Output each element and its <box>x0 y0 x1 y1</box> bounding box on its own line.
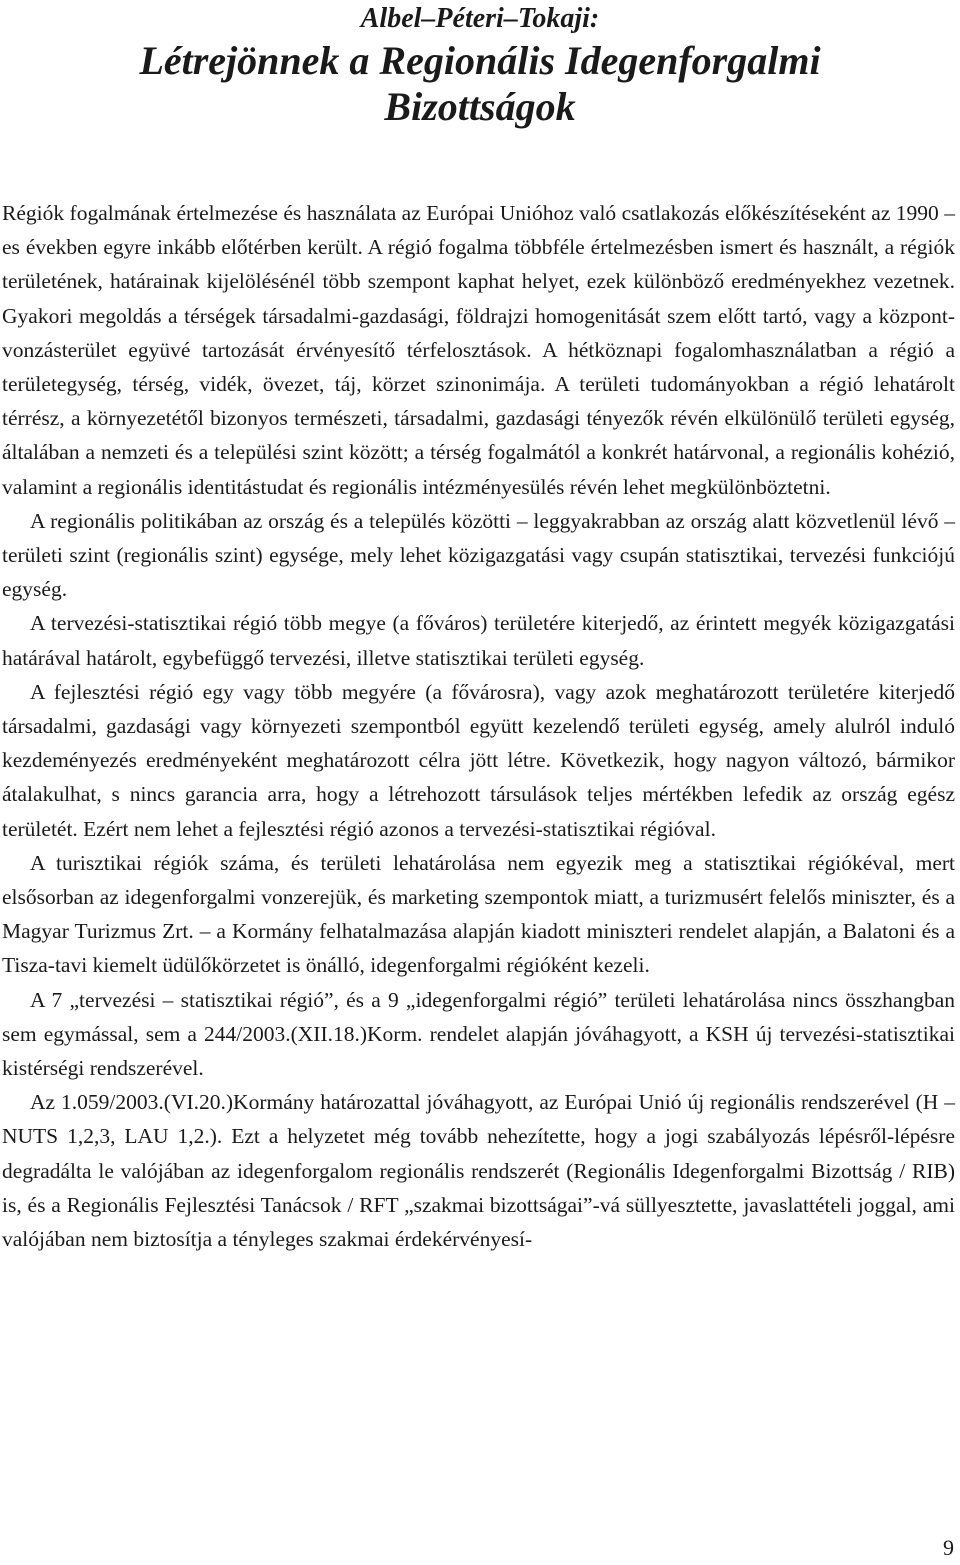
article-body <box>2 196 955 1256</box>
article-title-line-2: Bizottságok <box>384 84 576 129</box>
page-number: 9 <box>943 1535 954 1560</box>
paragraph: A turisztikai régiók száma, és területi lehatárolása nem egyezik meg a statisztikai régiókéval, mert elsősorban az idegenforgalmi vonzerejük, és marketing szempontok miatt, a turizmusért felelős miniszter, és a Magyar Turizmus Zrt. – a Kormány felhatalmazása alapján kiadott miniszteri rendelet alapján, a Balatoni és a Tisza-tavi kiemelt üdülőkörzetet is önálló, idegenforgalmi régióként kezeli. <box>2 850 955 978</box>
article-title <box>0 38 960 130</box>
paragraph: A tervezési-statisztikai régió több megye (a főváros) területére kiterjedő, az érintett megyék közigazgatási határával határolt, egybefüggő tervezési, illetve statisztikai területi egység. <box>2 611 955 670</box>
paragraph: A 7 „tervezési – statisztikai régió”, és a 9 „idegenforgalmi régió” területi lehatárolása nincs összhangban sem egymással, sem a 244/2003.(XII.18.)Korm. rendelet alapján jóváhagyott, a KSH új tervezési-statisztikai kistérségi rendszerével. <box>2 987 955 1081</box>
article-authors: Albel–Péteri–Tokaji: <box>360 3 600 34</box>
paragraph: A fejlesztési régió egy vagy több megyére (a fővárosra), vagy azok meghatározott területére kiterjedő társadalmi, gazdasági vagy környezeti szempontból együtt kezelendő területi egység, amely alulról induló kezdeményezés eredményeként meghatározott célra jött létre. Következik, hogy nagyon változó, bármikor átalakulhat, s nincs garancia arra, hogy a létrehozott társulások teljes mértékben lefedik az ország egész területét. Ezért nem lehet a fejlesztési régió azonos a tervezési-statisztikai régióval. <box>2 679 955 841</box>
paragraph: A regionális politikában az ország és a település közötti – leggyakrabban az ország alatt közvetlenül lévő – területi szint (regionális szint) egysége, mely lehet közigazgatási vagy csupán statisztikai, tervezési funkciójú egység. <box>2 508 955 602</box>
paragraph: Az 1.059/2003.(VI.20.)Kormány határozattal jóváhagyott, az Európai Unió új regionális rendszerével (H – NUTS 1,2,3, LAU 1,2.). Ezt a helyzetet még tovább nehezítette, hogy a jogi szabályozás lépésről-lépésre degradálta le valójában az idegenforgalom regionális rendszerét (Regionális Idegenforgalmi Bizottság / RIB) is, és a Regionális Fejlesztési Tanácsok / RFT „szakmai bizottságai”-vá süllyesztette, javaslattételi joggal, ami valójában nem biztosítja a tényleges szakmai érdekérvényesí- <box>2 1090 955 1252</box>
article-title-line-1: Létrejönnek a Regionális Idegenforgalmi <box>139 38 821 83</box>
paragraph: Régiók fogalmának értelmezése és használata az Európai Unióhoz való csatlakozás előkészítéseként az 1990 –es években egyre inkább előtérben került. A régió fogalma többféle értelmezésben ismert és használt, a régiók területének, határainak kijelölésénél több szempont kaphat helyet, ezek különböző eredményekhez vezetnek. Gyakori megoldás a térségek társadalmi-gazdasági, földrajzi homogenitását szem előtt tartó, vagy a központ-vonzásterület együvé tartozását érvényesítő térfelosztások. A hétköznapi fogalomhasználatban a régió a területegység, térség, vidék, övezet, táj, körzet szinonimája. A területi tudományokban a régió lehatárolt térrész, a környezetétől bizonyos természeti, társadalmi, gazdasági tényezők révén elkülönülő területi egység, általában a nemzeti és a települési szint között; a térség fogalmától a konkrét határvonal, a regionális kohézió, valamint a regionális identitástudat és regionális intézményesülés révén lehet megkülönböztetni. <box>2 201 955 499</box>
article-header <box>0 0 960 130</box>
